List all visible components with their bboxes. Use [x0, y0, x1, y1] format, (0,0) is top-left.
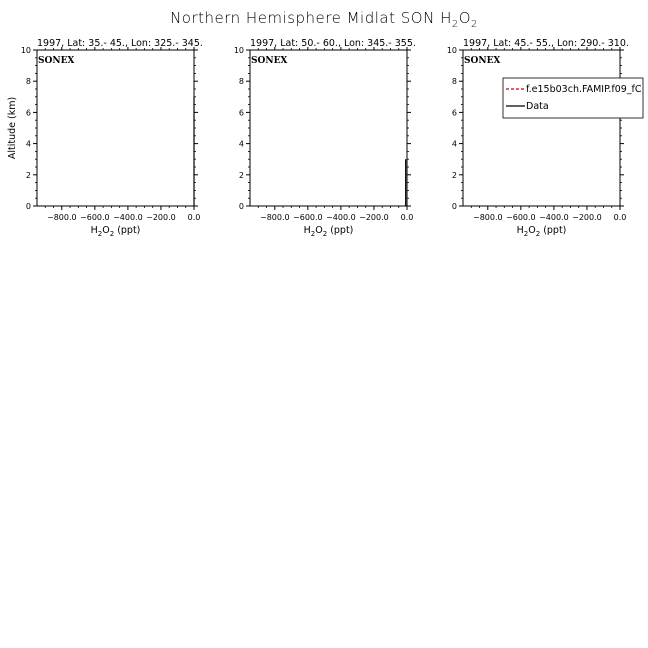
- x-tick-label: −200.0: [572, 213, 602, 222]
- campaign-label: SONEX: [464, 56, 501, 66]
- x-tick-label: −200.0: [359, 213, 389, 222]
- y-tick-label: 6: [451, 108, 457, 118]
- campaign-label: SONEX: [251, 56, 288, 66]
- y-tick-label: 2: [238, 170, 244, 180]
- legend: [503, 78, 643, 118]
- x-axis-label: $H_2O_2$ (ppt): [516, 225, 567, 238]
- y-axis-label: Altitude (km): [7, 96, 18, 160]
- y-tick-label: 4: [451, 139, 457, 149]
- x-tick-label: 0.0: [187, 213, 201, 222]
- x-tick-label: −400.0: [326, 213, 356, 222]
- y-tick-label: 8: [238, 77, 244, 87]
- y-tick-label: 0: [238, 202, 244, 211]
- y-tick-label: 8: [451, 77, 457, 87]
- panel-subtitle: 1997, Lat: 45.- 55., Lon: 290.- 310.: [463, 38, 629, 49]
- figure-title: Northern Hemisphere Midlat SON $H_2O_2$: [170, 9, 478, 30]
- x-axis-label: $H_2O_2$ (ppt): [90, 225, 141, 238]
- panel-subtitle: 1997, Lat: 50.- 60., Lon: 345.- 355.: [250, 38, 416, 49]
- legend-label: f.e15b03ch.FAMIP.f09_fC: [526, 84, 642, 95]
- y-tick-label: 10: [20, 46, 31, 55]
- x-tick-label: −400.0: [113, 213, 143, 222]
- y-tick-label: 8: [25, 77, 31, 87]
- legend-label: Data: [526, 101, 549, 112]
- x-tick-label: −400.0: [539, 213, 569, 222]
- y-tick-label: 6: [238, 108, 244, 118]
- y-tick-label: 0: [25, 202, 31, 211]
- panel-subtitle: 1997, Lat: 35.- 45., Lon: 325.- 345.: [37, 38, 203, 49]
- x-tick-label: −800.0: [259, 213, 290, 222]
- x-tick-label: −800.0: [472, 213, 503, 222]
- x-tick-label: −600.0: [506, 213, 536, 222]
- y-tick-label: 2: [25, 170, 31, 180]
- campaign-label: SONEX: [38, 56, 75, 66]
- x-tick-label: −800.0: [46, 213, 77, 222]
- x-tick-label: 0.0: [613, 213, 627, 222]
- x-tick-label: −600.0: [293, 213, 323, 222]
- y-tick-label: 6: [25, 108, 31, 118]
- y-tick-label: 4: [25, 139, 31, 149]
- y-tick-label: 10: [446, 46, 457, 55]
- x-tick-label: −200.0: [146, 213, 176, 222]
- y-tick-label: 10: [233, 46, 244, 55]
- x-tick-label: 0.0: [400, 213, 414, 222]
- x-axis-label: $H_2O_2$ (ppt): [303, 225, 354, 238]
- y-tick-label: 2: [451, 170, 457, 180]
- y-tick-label: 0: [451, 202, 457, 211]
- x-tick-label: −600.0: [80, 213, 110, 222]
- y-tick-label: 4: [238, 139, 244, 149]
